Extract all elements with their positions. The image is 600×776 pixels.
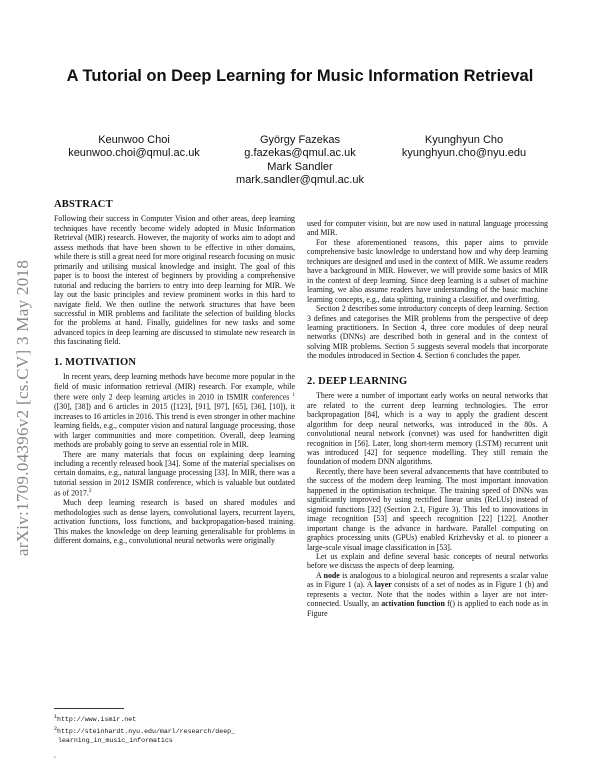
author-block bbox=[374, 134, 554, 160]
paragraph: There were a number of important early works on neural networks that are related to the current deep learning technologies. The error backpropagation [84], which is a way to apply the gradient descent algorithm for deep neural networks, was introduced in the 80s. A convolutional neural network (convnet) was used for handwritten digit recognition in [56]. Later, long short-term memory (LSTM) recurrent unit was introduced [42] for sequence modelling. They still remain the foundation of modern DNN algorithms. bbox=[307, 391, 548, 467]
footnote-item[interactable]: $^2$http://steinhardt.nyu.edu/marl/research/deep_ bbox=[54, 725, 236, 735]
author-name: Kyunghyun Cho bbox=[424, 134, 504, 146]
right-column bbox=[307, 219, 548, 618]
author-name: György Fazekas bbox=[259, 134, 341, 146]
author-email[interactable]: kyunghyun.cho@nyu.edu bbox=[401, 147, 527, 159]
section-2-heading: 2. DEEP LEARNING bbox=[307, 375, 408, 387]
paragraph: Recently, there have been several advancements that have contributed to the success of the modern deep learning. The most important innovation happened in the optimisation technique. The training speed of DNNs was significantly improved by using rectified linear units (ReLUs) instead of sigmoid functions [32] (Section 2.1, Figure 3). This led to innovations in image recognition [53] and speech recognition [22] [122]. Another important change is the advance in hardware. Parallel computing on graphics processing units (GPUs) enabled Krizhevsky et al. to pioneer a large-scale visual image classification in [53]. bbox=[307, 466, 548, 552]
author-email[interactable]: mark.sandler@qmul.ac.uk bbox=[236, 174, 364, 186]
author-email[interactable]: g.fazekas@qmul.ac.uk bbox=[244, 147, 356, 159]
abstract-text: Following their success in Computer Vision and other areas, deep learning techniques have recently become widely adopted in Music Information Retrieval (MIR) research. However, the majority of works aim to adopt and assess methods that have been shown to be effective in other domains, while there is still a great need for more original research focusing on music primarily and utilising musical knowledge and insight. The goal of this paper is to boost the interest of beginners by providing a comprehensive tutorial and reducing the barriers to entry into deep learning for MIR. We lay out the basic principles and review prominent works in this hard to navigate field. We then outline the network structures that have been successful in MIR problems and facilitate the selection of building blocks for the problems at hand. Finally, guidelines for new tasks and some advanced topics in deep learning are discussed to stimulate new research in this fascinating field. bbox=[54, 214, 295, 347]
author-block bbox=[54, 134, 214, 160]
abstract-heading: ABSTRACT bbox=[54, 199, 113, 210]
footnote-item[interactable]: $^1$http://www.ismir.net bbox=[54, 714, 137, 724]
author-block bbox=[220, 161, 380, 187]
footnotes bbox=[54, 713, 295, 745]
footnote-rule bbox=[54, 708, 124, 709]
paragraph: Let us explain and define several basic concepts of neural networks before we discuss the aspects of deep learning. bbox=[307, 551, 548, 571]
paragraph: Much deep learning research is based on shared modules and methodologies such as dense layers, convolutional layers, recurrent layers, activation functions, loss functions, and backpropagation-based training. This makes the knowledge on deep learning generalisable for problems in different domains, e.g., convolutional neural networks were originally bbox=[54, 498, 295, 546]
left-column bbox=[54, 200, 295, 546]
paragraph: In recent years, deep learning methods have become more popular in the field of music information retrieval (MIR) research. For example, while there were only 2 deep learning articles in 2010 in ISMIR conferences $^1$ ([30], [38]) and 6 articles in 2015 ([123], [91], [97], [65], [36], [10]), it increases to 16 articles in 2016. This trend is even stronger in other machine learning fields, e.g., computer vision and natural language processing, those with larger communities and more competition. Overall, deep learning methods are probably going to serve an essential role in MIR. bbox=[54, 372, 295, 450]
author-email[interactable]: keunwoo.choi@qmul.ac.uk bbox=[68, 147, 200, 159]
paragraph: Section 2 describes some introductory concepts of deep learning. Section 3 defines and categorises the MIR problems from the perspective of deep learning practitioners. In Section 4, three core modules of deep neural networks (DNNs) are described both in general and in the context of solving MIR problems. Section 5 suggests several models that incorporate the modules introduced in Section 4. Section 6 concludes the paper. bbox=[307, 304, 548, 361]
arxiv-identifier: arXiv:1709.04396v2 [cs.CV] 3 May 2018 bbox=[13, 259, 32, 557]
section-1-heading: 1. MOTIVATION bbox=[54, 356, 137, 368]
author-name: Mark Sandler bbox=[267, 161, 333, 173]
paragraph: For these aforementioned reasons, this paper aims to provide comprehensive basic knowledge to understand how and why deep learning techniques are designed and used in the context of MIR. We assume readers have a background in MIR. However, we will provide some basics of MIR in the context of deep learning. Since deep learning is a subset of machine learning, we also assume readers have understanding of the basic machine learning concepts, e.g., data splitting, training a classifier, and overfitting. bbox=[307, 237, 548, 304]
paragraph: A node is analogous to a biological neuron and represents a scalar value as in Figure 1 (a). A layer consists of a set of nodes as in Figure 1 (b) and represents a vector. Note that the nodes within a layer are not inter-connected. Usually, an activation function f() is applied to each node as in Figure bbox=[307, 570, 548, 618]
author-block bbox=[220, 134, 380, 160]
author-name: Keunwoo Choi bbox=[98, 134, 170, 146]
paragraph: There are many materials that focus on explaining deep learning including a recently released book [34]. Some of the material specialises on certain domains, e.g., natural language processing [33]. In MIR, there was a tutorial session in 2012 ISMIR conference, which is valuable but outdated as of 2017.$^2$ bbox=[54, 449, 295, 498]
paragraph: used for computer vision, but are now used in natural language processing and MIR. bbox=[307, 219, 548, 238]
page-marker: , bbox=[54, 752, 56, 759]
footnote-item[interactable]: learning_in_music_informatics bbox=[58, 736, 173, 744]
paper-title: A Tutorial on Deep Learning for Music Information Retrieval bbox=[66, 67, 534, 85]
